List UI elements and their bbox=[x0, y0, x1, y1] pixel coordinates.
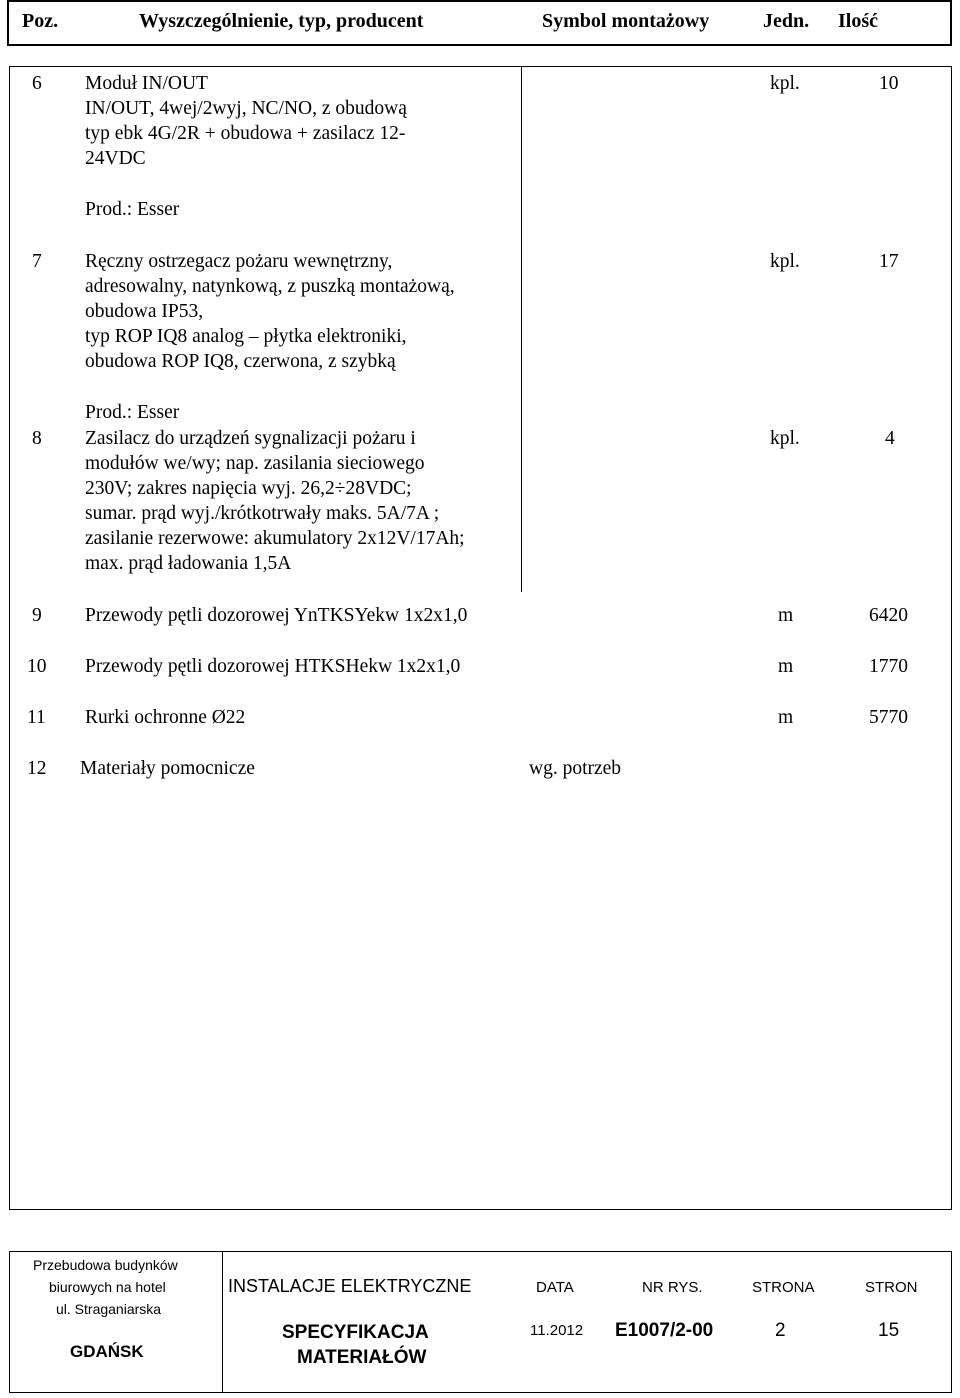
page-label: STRONA bbox=[752, 1279, 815, 1296]
row-qty: 1770 bbox=[869, 656, 908, 677]
row-desc-line: zasilanie rezerwowe: akumulatory 2x12V/17Ah; bbox=[85, 528, 465, 549]
row-desc: Materiały pomocnicze bbox=[80, 758, 255, 779]
row-qty: 4 bbox=[885, 428, 895, 449]
page-value: 2 bbox=[775, 1320, 786, 1341]
row-desc-line: obudowa IP53, bbox=[85, 301, 204, 322]
row-poz: 12 bbox=[27, 758, 47, 779]
row-unit: kpl. bbox=[770, 428, 800, 449]
row-desc: Przewody pętli dozorowej YnTKSYekw 1x2x1,0 bbox=[85, 605, 468, 626]
row-poz: 6 bbox=[32, 73, 42, 94]
document-title: SPECYFIKACJA bbox=[282, 1322, 429, 1343]
drawing-number-label: NR RYS. bbox=[642, 1279, 703, 1296]
row-unit: m bbox=[778, 656, 794, 677]
date-label: DATA bbox=[536, 1279, 574, 1296]
row-poz: 9 bbox=[32, 605, 42, 626]
row-producer: Prod.: Esser bbox=[85, 402, 180, 423]
row-desc-line: modułów we/wy; nap. zasilania sieciowego bbox=[85, 453, 425, 474]
header-symbol: Symbol montażowy bbox=[542, 10, 710, 32]
document-title: MATERIAŁÓW bbox=[297, 1347, 427, 1368]
row-producer: Prod.: Esser bbox=[85, 199, 180, 220]
row-desc-line: 230V; zakres napięcia wyj. 26,2÷28VDC; bbox=[85, 478, 412, 499]
row-desc-line: Moduł IN/OUT bbox=[85, 73, 208, 94]
table-header bbox=[7, 0, 952, 46]
row-desc-line: Ręczny ostrzegacz pożaru wewnętrzny, bbox=[85, 251, 393, 272]
row-desc-line: typ ebk 4G/2R + obudowa + zasilacz 12- bbox=[85, 123, 406, 144]
row-desc-line: 24VDC bbox=[85, 148, 146, 169]
row-poz: 11 bbox=[27, 707, 46, 728]
header-description: Wyszczególnienie, typ, producent bbox=[139, 10, 424, 32]
column-divider bbox=[521, 66, 522, 592]
row-unit: kpl. bbox=[770, 251, 800, 272]
project-line: ul. Straganiarska bbox=[56, 1301, 162, 1317]
project-line: biurowych na hotel bbox=[49, 1279, 166, 1295]
row-desc: Przewody pętli dozorowej HTKSHekw 1x2x1,0 bbox=[85, 656, 461, 677]
row-qty: 10 bbox=[879, 73, 899, 94]
date-value: 11.2012 bbox=[530, 1322, 584, 1339]
header-qty: Ilość bbox=[838, 10, 878, 32]
row-desc-line: adresowalny, natynkową, z puszką montażową, bbox=[85, 276, 455, 297]
row-poz: 7 bbox=[32, 251, 42, 272]
row-unit: m bbox=[778, 605, 794, 626]
pages-label: STRON bbox=[865, 1279, 918, 1296]
project-line: Przebudowa budynków bbox=[33, 1257, 178, 1273]
specification-table bbox=[9, 66, 952, 1210]
header-poz: Poz. bbox=[22, 10, 59, 32]
row-desc-line: max. prąd ładowania 1,5A bbox=[85, 553, 292, 574]
row-qty: 17 bbox=[879, 251, 899, 272]
row-poz: 10 bbox=[27, 656, 47, 677]
row-qty: 5770 bbox=[869, 707, 908, 728]
row-desc-line: sumar. prąd wyj./krótkotrwały maks. 5A/7A ; bbox=[85, 503, 440, 524]
row-qty: 6420 bbox=[869, 605, 908, 626]
row-poz: 8 bbox=[32, 428, 42, 449]
row-symbol: wg. potrzeb bbox=[529, 758, 622, 779]
document-category: INSTALACJE ELEKTRYCZNE bbox=[228, 1276, 472, 1296]
row-desc-line: obudowa ROP IQ8, czerwona, z szybką bbox=[85, 351, 396, 372]
row-unit: m bbox=[778, 707, 794, 728]
project-city: GDAŃSK bbox=[70, 1342, 144, 1361]
drawing-number-value: E1007/2-00 bbox=[615, 1320, 714, 1341]
row-desc-line: typ ROP IQ8 analog – płytka elektroniki, bbox=[85, 326, 407, 347]
title-block-divider bbox=[222, 1251, 223, 1393]
header-unit: Jedn. bbox=[763, 10, 810, 32]
row-unit: kpl. bbox=[770, 73, 800, 94]
row-desc: Rurki ochronne Ø22 bbox=[85, 707, 246, 728]
row-desc-line: Zasilacz do urządzeń sygnalizacji pożaru i bbox=[85, 428, 416, 449]
row-desc-line: IN/OUT, 4wej/2wyj, NC/NO, z obudową bbox=[85, 98, 407, 119]
pages-value: 15 bbox=[878, 1320, 900, 1341]
